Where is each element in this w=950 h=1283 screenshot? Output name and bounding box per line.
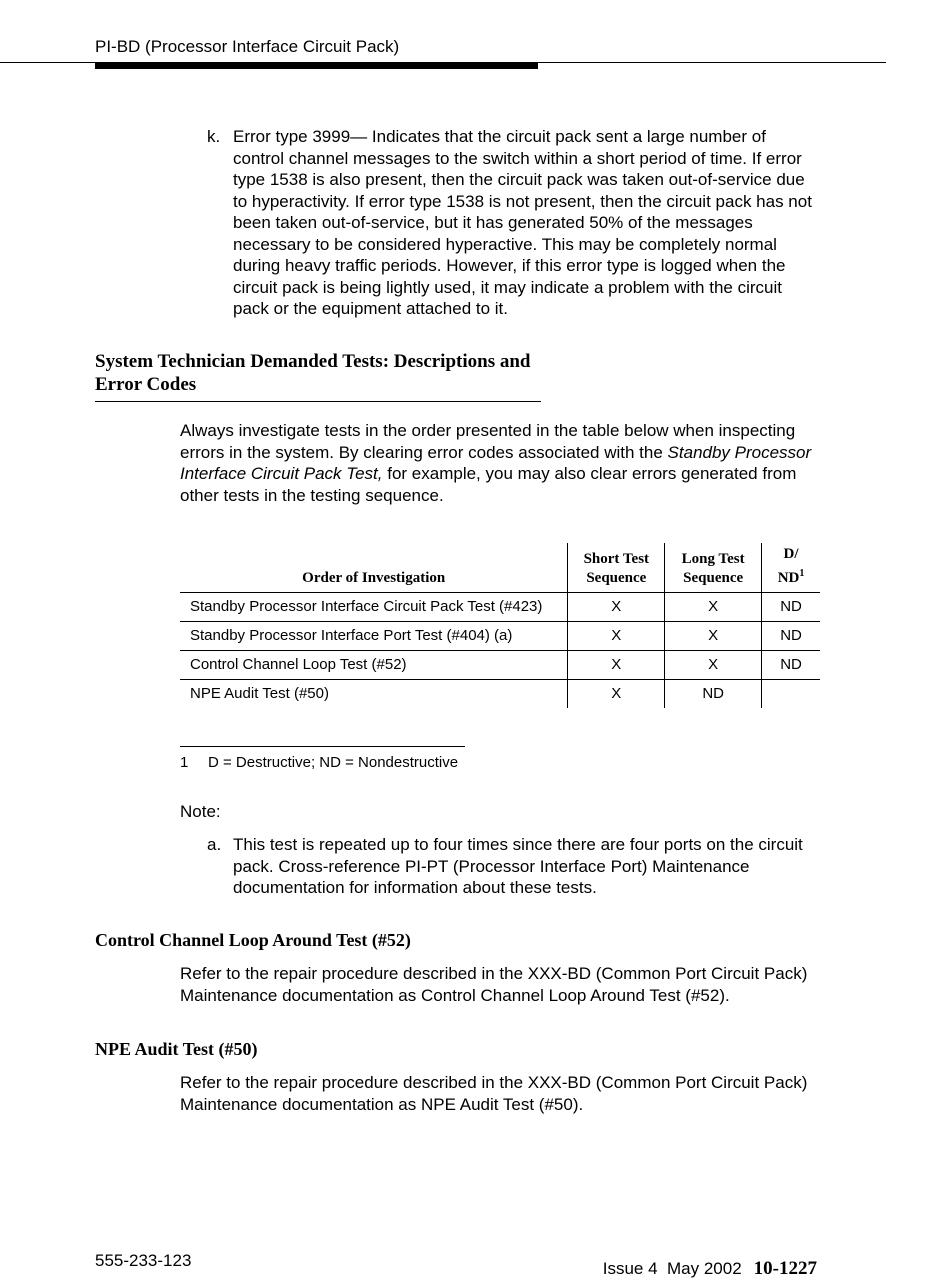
control-channel-heading: Control Channel Loop Around Test (#52): [95, 930, 411, 950]
footnote-rule: [180, 746, 465, 747]
dnd-cell: ND: [762, 622, 820, 651]
test-name: Control Channel Loop Test (#52): [180, 651, 568, 680]
test-order-table: [180, 543, 820, 708]
dnd-cell: ND: [762, 651, 820, 680]
header-order: Order of Investigation: [180, 543, 568, 593]
page-number: 10-1227: [753, 1258, 817, 1279]
footnote-text: D = Destructive; ND = Nondestructive: [208, 754, 459, 771]
intro-text-before: Always investigate tests in the order presented in the table below when inspecting errors in the system. By clearing error codes associated with the: [180, 421, 796, 462]
table-row: [180, 622, 820, 651]
long-sequence-cell: X: [665, 593, 762, 622]
short-sequence-cell: X: [568, 593, 665, 622]
table-row: [180, 593, 820, 622]
intro-emphasis: Standby Processor Interface Circuit Pack Test,: [180, 442, 812, 483]
intro-text-after: for example, you may also clear errors generated from other tests in the testing sequence.: [180, 464, 797, 505]
error-item-k: [207, 126, 817, 320]
table-header-row: [180, 543, 820, 593]
long-sequence-cell: X: [665, 651, 762, 680]
short-sequence-cell: X: [568, 680, 665, 709]
dnd-cell: [762, 680, 820, 709]
issue-date: Issue 4 May 2002: [602, 1259, 742, 1278]
header-bar: [95, 62, 538, 69]
test-name: Standby Processor Interface Port Test (#404) (a): [180, 622, 568, 651]
doc-number: 555-233-123: [95, 1251, 192, 1270]
section-heading: System Technician Demanded Tests: Descriptions and Error Codes: [95, 350, 541, 402]
note-item-a: [207, 834, 807, 899]
short-sequence-cell: X: [568, 651, 665, 680]
item-label: k.: [207, 127, 221, 146]
table-row: [180, 651, 820, 680]
header-short-test: Short Test Sequence: [568, 543, 665, 593]
test-name: NPE Audit Test (#50): [190, 685, 329, 702]
header-long-test: Long Test Sequence: [665, 543, 762, 593]
short-sequence-cell: X: [568, 622, 665, 651]
dnd-cell: ND: [762, 593, 820, 622]
long-sequence-cell: ND: [665, 680, 762, 709]
table-row: [180, 680, 820, 709]
note-label: Note:: [180, 802, 221, 821]
intro-paragraph: [180, 420, 825, 506]
page-footer: [603, 1258, 817, 1280]
item-text: This test is repeated up to four times since there are four ports on the circuit pack. Cross-reference PI-PT (Processor Interface Port) Maintenance documentation for information about these tests.: [233, 835, 803, 897]
npe-audit-heading: NPE Audit Test (#50): [95, 1039, 258, 1059]
item-text: Error type 3999— Indicates that the circuit pack sent a large number of control channel messages to the switch within a short period of time. If error type 1538 is also present, then the circuit pack was taken out-of-service due to hyperactivity. If error type 1538 is not present, then the circuit pack has not been taken out-of-service, but it has generated 50% of the messages necessary to be considered hyperactive. This may be completely normal during heavy traffic periods. However, if this error type is logged when the circuit pack is being lightly used, it may indicate a problem with the circuit pack or the equipment attached to it.: [233, 127, 812, 318]
npe-audit-paragraph: Refer to the repair procedure described in the XXX-BD (Common Port Circuit Pack) Maintenance documentation as NPE Audit Test (#50).: [180, 1073, 808, 1114]
test-name: Standby Processor Interface Circuit Pack Test (#423): [180, 593, 568, 622]
long-sequence-cell: X: [665, 622, 762, 651]
header-dnd: D/ $ND^1$: [762, 543, 820, 593]
footnote: [180, 754, 458, 771]
running-header: PI-BD (Processor Interface Circuit Pack): [95, 37, 400, 56]
control-channel-paragraph: Refer to the repair procedure described in the XXX-BD (Common Port Circuit Pack) Maintenance documentation as Control Channel Loop Around Test (#52).: [180, 964, 808, 1005]
footnote-number: 1: [180, 754, 189, 771]
item-label: a.: [207, 835, 222, 854]
